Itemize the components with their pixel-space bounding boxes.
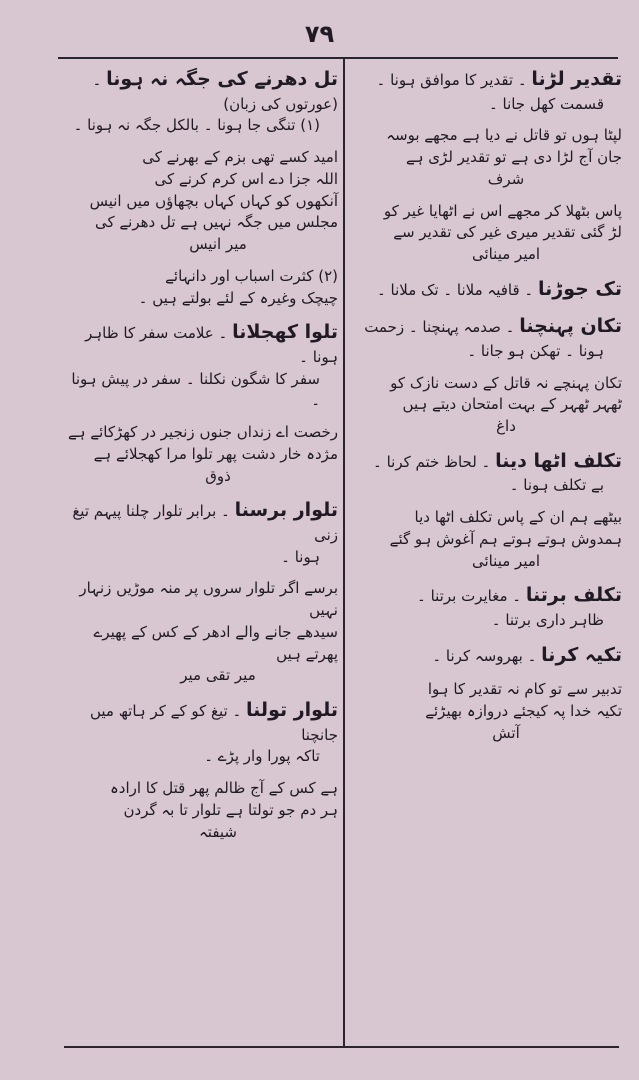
entry-headword: تکلف برتنا [525,584,622,607]
page-number: ۷۹ [304,20,335,48]
left-column [58,66,338,853]
verse-line: مژدہ خار دشت پھر تلوا مرا کھجلائے ہے [93,444,338,463]
dictionary-entry [58,147,338,256]
entry-definition: قافیہ ملانا ۔ تک ملانا ۔ [376,280,520,299]
poet-name: ذوق [205,466,231,485]
poet-name: آتش [492,723,520,742]
verse-line: رخصت اے زنداں جنوں زنجیر در کھڑکائے ہے [67,423,338,442]
entry-definition: تیغ کو کے کر ہاتھ میں جانچنا [89,702,338,744]
bottom-rule [64,1046,619,1048]
entry-definition: قسمت کھل جانا ۔ [488,94,604,113]
entry-headword: تقدیر لڑنا [531,68,622,90]
verse-line: اللہ جزا دے اس کرم کرنے کی [154,169,338,188]
verse-line: پاس بٹھلا کر مجھے اس نے اٹھایا غیر کو [383,201,622,220]
verse-line: چیچک وغیرہ کے لئے بولتے ہیں ۔ [138,288,338,307]
dictionary-entry [350,373,622,438]
entry-definition: برابر تلوار چلنا پیہم تیغ زنی [72,502,338,544]
entry-definition: ہونا ۔ تھکن ہو جانا ۔ [467,341,604,360]
verse-line: ہے کس کے آج ظالم پھر قتل کا ارادہ [109,779,338,798]
verse-line: ہر دم جو تولتا ہے تلوار تا بہ گردن [123,800,338,819]
entry-definition: تاکہ پورا وار پڑے ۔ [204,747,320,766]
entry-headword: تکان پہنچنا [519,315,622,338]
poet-name: میر انیس [189,235,247,254]
poet-name: میر تقی میر [180,666,256,685]
entry-definition: سفر کا شگون نکلنا ۔ سفر در پیش ہونا ۔ [71,369,320,410]
dictionary-entry [58,422,338,487]
verse-line: بیٹھے ہم ان کے پاس تکلف اٹھا دیا [414,508,622,527]
entry-definition: تقدیر کا موافق ہونا ۔ [376,71,514,89]
entry-headword: تلوا کھجلانا [232,321,338,344]
entry-definition: (۱) تنگی جا ہونا ۔ بالکل جگہ نہ ہونا ۔ [73,116,320,135]
entry-definition: (عورتوں کی زبان) [223,94,338,113]
dictionary-entry [350,125,622,190]
verse-line: تکان پہنچے نہ قاتل کے دست نازک کو [390,373,622,392]
verse-line: سیدھے جانے والے ادھر کے کس کے پھیرے پھرتے ہیں [93,622,338,663]
verse-line: مجلس میں جگہ نہیں ہے تل دھرنے کی [94,213,338,232]
entry-definition: صدمہ پہنچنا ۔ زحمت [364,318,501,337]
entry-definition: ظاہر داری برتنا ۔ [491,610,604,629]
entry-definition: ہونا ۔ [281,547,320,566]
verse-line: امید کسے تھی بزم کے بھرنے کی [142,148,338,167]
entry-headword: تک جوڑنا [537,277,622,300]
poet-name: داغ [496,417,516,436]
entry-headword: تکیہ کرنا [541,643,622,666]
verse-line: تدبیر سے تو کام نہ تقدیر کا ہوا [427,680,622,699]
entry-headword: تلوار تولنا [246,699,338,722]
verse-line: ٹھہر ٹھہر کے بہت امتحان دیتے ہیں [402,395,622,414]
dictionary-entry [58,778,338,843]
poet-name: شرف [487,169,525,188]
poet-name: امیر مینائی [471,551,541,570]
dictionary-entry: تکلف برتنا ۔ مغایرت برتنا ۔ ظاہر داری برتنا ۔ [350,582,622,631]
dictionary-entry [350,507,622,572]
dictionary-entry: تلوار تولنا ۔ تیغ کو کے کر ہاتھ میں جانچنا تاکہ پورا وار پڑے ۔ [58,697,338,768]
dictionary-entry: تلوا کھجلانا ۔ علامت سفر کا ظاہر ہونا ۔ سفر کا شگون نکلنا ۔ سفر در پیش ہونا ۔ [58,319,338,412]
verse-line: (۲) کثرت اسباب اور دانہائے [165,266,338,285]
poet-name: امیر مینائی [471,245,541,264]
verse-line: لڑ گئی تقدیر میری غیر کی تقدیر سے [393,223,622,242]
dictionary-entry: تک جوڑنا ۔ قافیہ ملانا ۔ تک ملانا ۔ [376,277,622,300]
dictionary-entry [58,578,338,687]
entry-definition: مغایرت برتنا ۔ [417,587,508,606]
verse-line: آنکھوں کو کہاں کہاں بچھاؤں میں انیس [89,191,338,210]
verse-line: جان آج لڑا دی ہے تو تقدیر لڑی ہے [405,148,622,167]
entry-headword: تلوار برسنا [234,499,338,522]
right-column [350,66,622,755]
entry-definition: بھروسہ کرنا ۔ [432,646,523,665]
poet-name: شیفتہ [199,822,237,841]
top-rule [58,57,618,59]
verse-line: برسے اگر تلوار سروں پر منہ موڑیں زنہار نہیں [79,579,338,620]
dictionary-entry: تقدیر لڑنا ۔ تقدیر کا موافق ہونا ۔ قسمت کھل جانا ۔ [350,66,622,115]
entry-headword: تل دھرنے کی جگہ نہ ہونا [106,68,338,90]
verse-line: تکیہ خدا پہ کیجئے دروازہ بھیڑئے [425,702,622,721]
verse-line: لپٹا ہوں تو قاتل نے دیا ہے مجھے بوسہ [386,126,622,145]
entry-definition: لحاظ ختم کرنا ۔ [373,452,477,471]
dictionary-entry [350,201,622,266]
column-divider [343,57,345,1047]
entry-definition: علامت سفر کا ظاہر ہونا ۔ [85,324,338,366]
dictionary-entry [350,679,622,744]
dictionary-entry: تکان پہنچنا ۔ صدمہ پہنچنا ۔ زحمت ہونا ۔ تھکن ہو جانا ۔ [350,313,622,362]
entry-definition: بے تکلف ہونا ۔ [509,476,604,495]
verse-line: ہمدوش ہوتے ہوتے ہم آغوش ہو گئے [389,529,622,548]
dictionary-entry: تکیہ کرنا ۔ بھروسہ کرنا ۔ [432,643,622,666]
dictionary-entry: تلوار برسنا ۔ برابر تلوار چلنا پیہم تیغ زنی ہونا ۔ [58,497,338,568]
dictionary-entry: تل دھرنے کی جگہ نہ ہونا ۔ (عورتوں کی زبان) (۱) تنگی جا ہونا ۔ بالکل جگہ نہ ہونا ۔ [58,66,338,137]
entry-headword: تکلف اٹھا دینا [495,449,622,472]
dictionary-entry: تکلف اٹھا دینا ۔ لحاظ ختم کرنا ۔ بے تکلف ہونا ۔ [350,448,622,497]
dictionary-entry [58,266,338,310]
